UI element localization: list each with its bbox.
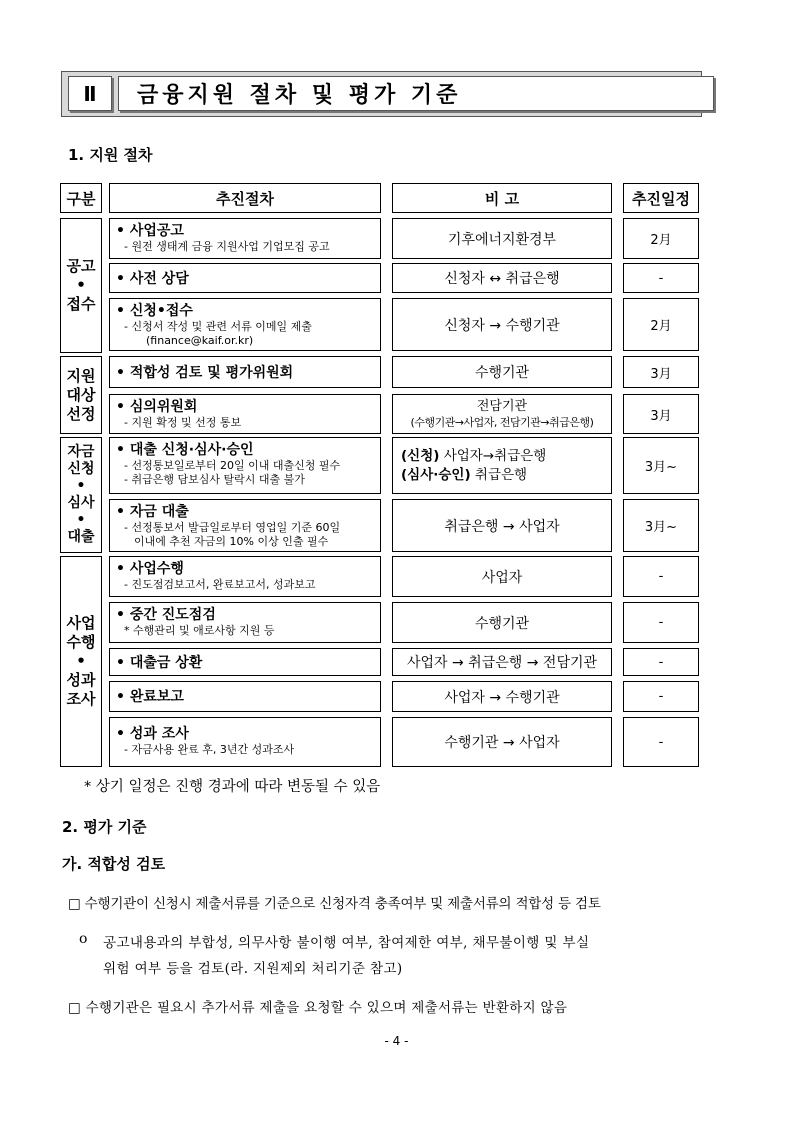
note-text: 사업자→취급은행 [439, 447, 547, 464]
step-email: (finance@kaif.or.kr) [146, 334, 254, 347]
table-row-date: 3月~ [623, 437, 699, 494]
step-desc: - 선정통보일로부터 20일 이내 대출신청 필수 [124, 459, 341, 472]
header-procedure: 추진절차 [109, 183, 381, 213]
table-row-date: - [623, 263, 699, 293]
note-line [401, 466, 611, 485]
table-row-note: 취급은행 → 사업자 [392, 499, 612, 552]
step-desc: * 수행관리 및 애로사항 지원 등 [124, 624, 275, 637]
table-row-procedure [109, 717, 381, 767]
step-title: • 성과 조사 [116, 726, 189, 742]
page-number: - 4 - [384, 1034, 409, 1048]
step-title: • 사업수행 [116, 561, 184, 577]
table-row-procedure [109, 218, 381, 259]
note-text: 취급은행 [470, 466, 528, 483]
table-row-note: 수행기관 → 사업자 [392, 717, 612, 767]
step-desc: - 취급은행 담보심사 탈락시 대출 불가 [124, 473, 305, 486]
table-row-note: 사업자 → 취급은행 → 전담기관 [392, 648, 612, 676]
step-desc: - 지원 확정 및 선정 통보 [124, 416, 242, 429]
table-row-procedure [109, 681, 381, 712]
table-row-date: 3月 [623, 394, 699, 434]
group-announce-receipt [60, 218, 102, 353]
table-row-procedure [109, 356, 381, 388]
step-desc: 이내에 추천 자금의 10% 이상 인출 필수 [134, 535, 329, 548]
step-title: • 사전 상담 [116, 270, 189, 287]
group-project-performance [60, 556, 102, 767]
step-title: • 중간 진도점검 [116, 607, 216, 623]
section-numeral: Ⅱ [83, 81, 97, 106]
table-row-date: 3月 [623, 356, 699, 388]
header-category: 구분 [60, 183, 102, 213]
bullet-marker: o [79, 931, 88, 947]
note-line [401, 447, 611, 466]
table-row-note: 신청자 ↔ 취급은행 [392, 263, 612, 293]
group-label: 지원 대상 선정 [66, 366, 96, 423]
paragraph-additional-documents: □ 수행기관은 필요시 추가서류 제출을 요청할 수 있으며 제출서류는 반환하지 않음 [68, 1000, 568, 1016]
group-loan [60, 437, 102, 553]
step-title: • 대출금 상환 [116, 654, 203, 671]
note-line-detail: (수행기관→사업자, 전담기관→취급은행) [410, 415, 594, 429]
table-row-date: 2月 [623, 218, 699, 259]
table-row-procedure [109, 556, 381, 597]
table-row-note: 기후에너지환경부 [392, 218, 612, 259]
step-desc: - 선정통보서 발급일로부터 영업일 기준 60일 [124, 521, 341, 534]
table-row-note: 사업자 → 수행기관 [392, 681, 612, 712]
step-desc: - 신청서 작성 및 관련 서류 이메일 제출 [124, 320, 312, 333]
table-row-procedure [109, 298, 381, 351]
note-label-review: (심사·승인) [401, 466, 471, 483]
table-row-date: - [623, 602, 699, 643]
note-label-apply: (신청) [401, 447, 440, 464]
step-title: • 심의위원회 [116, 399, 198, 415]
section-title: 금융지원 절차 및 평가 기준 [137, 83, 462, 108]
table-row-note: 수행기관 [392, 602, 612, 643]
section-numeral-box [68, 76, 112, 111]
paragraph-review-basis: □ 수행기관이 신청시 제출서류를 기준으로 신청자격 충족여부 및 제출서류의 적합성 등 검토 [68, 896, 601, 912]
table-row-procedure [109, 394, 381, 434]
step-desc: - 원전 생태계 금융 지원사업 기업모집 공고 [124, 240, 330, 253]
heading-support-procedure: 1. 지원 절차 [68, 146, 153, 164]
table-row-date: 3月~ [623, 499, 699, 552]
table-row-note [392, 394, 612, 434]
table-row-note: 수행기관 [392, 356, 612, 388]
table-row-note: 사업자 [392, 556, 612, 597]
step-title: • 신청•접수 [116, 303, 193, 319]
section-title-box [118, 76, 714, 111]
table-row-date: 2月 [623, 298, 699, 351]
step-title: • 자금 대출 [116, 504, 189, 520]
group-label: 사업 수행 • 성과 조사 [66, 614, 96, 708]
table-row-procedure [109, 499, 381, 552]
header-note: 비 고 [392, 183, 612, 213]
table-row-note: 신청자 → 수행기관 [392, 298, 612, 351]
heading-evaluation-criteria: 2. 평가 기준 [62, 818, 147, 836]
heading-suitability-review: 가. 적합성 검토 [62, 855, 166, 873]
step-title: • 적합성 검토 및 평가위원회 [116, 364, 294, 381]
step-desc: - 자금사용 완료 후, 3년간 성과조사 [124, 743, 295, 756]
paragraph-review-items-line1: 공고내용과의 부합성, 의무사항 불이행 여부, 참여제한 여부, 채무불이행 및 부실 [103, 935, 590, 951]
group-label: 공고 • 접수 [66, 257, 96, 313]
step-title: • 완료보고 [116, 689, 184, 705]
note-line: 전담기관 [476, 398, 528, 414]
step-desc: - 진도점검보고서, 완료보고서, 성과보고 [124, 578, 316, 591]
table-row-procedure [109, 437, 381, 494]
paragraph-review-items-line2: 위험 여부 등을 검토(라. 지원제외 처리기준 참고) [103, 961, 403, 977]
table-row-note [392, 437, 612, 494]
group-selection [60, 356, 102, 434]
step-title: • 대출 신청·심사·승인 [116, 442, 254, 458]
table-row-date: - [623, 681, 699, 712]
header-schedule: 추진일정 [623, 183, 699, 213]
table-row-date: - [623, 717, 699, 767]
table-row-procedure [109, 648, 381, 676]
table-row-date: - [623, 556, 699, 597]
schedule-footnote: * 상기 일정은 진행 경과에 따라 변동될 수 있음 [84, 779, 381, 795]
group-label: 자금 신청 • 심사 • 대출 [67, 444, 95, 545]
table-row-procedure [109, 602, 381, 643]
table-row-procedure [109, 263, 381, 293]
step-title: • 사업공고 [116, 223, 184, 239]
table-row-date: - [623, 648, 699, 676]
